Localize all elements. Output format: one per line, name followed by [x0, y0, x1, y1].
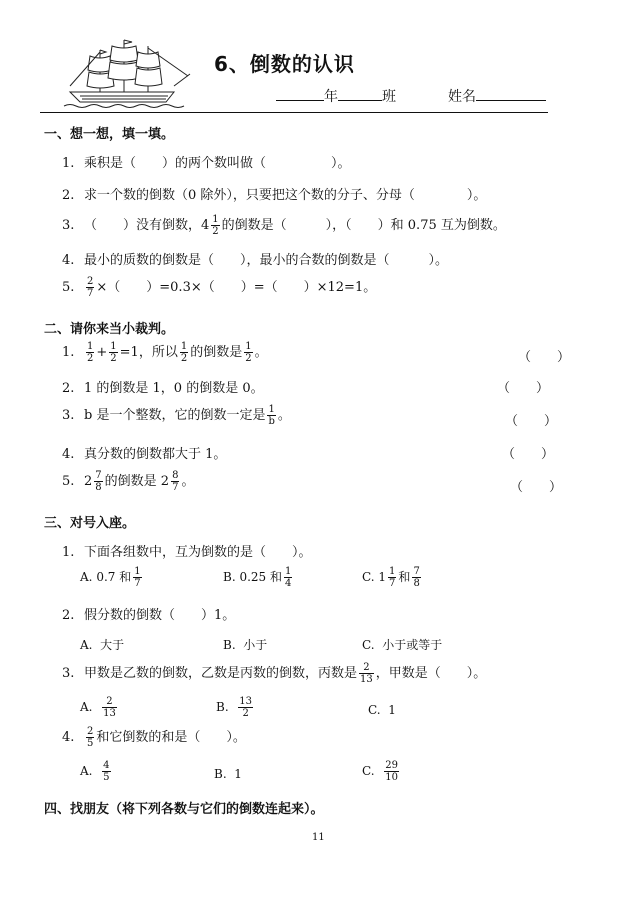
s2-question-4 — [62, 443, 226, 462]
judge-answer-3[interactable]: （ ） — [505, 414, 558, 429]
question-number: 5. — [62, 474, 75, 489]
name-blank[interactable] — [476, 86, 546, 101]
fraction — [359, 662, 374, 685]
class-label: 班 — [382, 89, 396, 105]
option-text: 1 — [388, 703, 396, 717]
class-info-line — [276, 86, 546, 106]
fraction — [244, 341, 252, 364]
question-text: b 是一个整数，它的倒数一定是 — [84, 408, 266, 423]
option-label: B. — [216, 700, 229, 714]
s3-question-1 — [62, 541, 312, 560]
numerator: 1 — [110, 341, 117, 352]
option-c[interactable] — [362, 566, 423, 589]
denominator: 13 — [360, 674, 373, 685]
s1-question-4 — [62, 249, 448, 268]
fraction — [94, 470, 102, 493]
fraction — [102, 760, 110, 783]
s2-question-1 — [62, 341, 268, 364]
option-label: C. — [362, 570, 375, 584]
judge-answer-4[interactable]: （ ） — [502, 447, 555, 462]
numerator: 7 — [95, 470, 102, 481]
question-number: 1. — [62, 545, 75, 560]
whole-number: 1 — [378, 570, 387, 584]
denominator: 7 — [87, 288, 94, 299]
section-1-heading: 一、想一想，填一填。 — [44, 127, 175, 142]
denominator: 4 — [285, 578, 292, 589]
fraction — [86, 726, 94, 749]
numerator: 1 — [134, 566, 141, 577]
fraction — [284, 566, 292, 589]
fraction — [211, 214, 219, 237]
s2-question-3 — [62, 404, 291, 427]
question-text: 假分数的倒数（ ）1。 — [84, 608, 236, 623]
header-divider — [40, 112, 548, 113]
name-label: 姓名 — [448, 89, 476, 105]
denominator: b — [268, 416, 275, 427]
denominator: 7 — [172, 482, 179, 493]
question-text: ×（ ）=0.3×（ ）=（ ）×12=1。 — [96, 280, 377, 295]
question-end: ，甲数是（ ）。 — [375, 666, 487, 681]
numerator: 2 — [359, 662, 374, 674]
question-text: =1，所以 — [119, 345, 178, 360]
numerator: 7 — [413, 566, 420, 577]
fraction — [412, 566, 420, 589]
question-end: 。 — [277, 408, 291, 423]
option-label: B. — [223, 638, 236, 652]
denominator: 2 — [245, 353, 252, 364]
fraction — [267, 404, 275, 427]
option-text: 大于 — [100, 638, 125, 652]
option-text: 小于 — [243, 638, 268, 652]
question-number: 3. — [62, 408, 75, 423]
denominator: 10 — [385, 772, 398, 783]
sailing-ship-illustration — [62, 36, 192, 110]
option-b[interactable] — [216, 696, 255, 719]
fraction — [180, 341, 188, 364]
option-label: A. — [80, 700, 93, 714]
numerator: 1 — [87, 341, 94, 352]
question-text: 1 的倒数是 1，0 的倒数是 0。 — [84, 381, 264, 396]
numerator: 1 — [285, 566, 292, 577]
option-label: C. — [362, 764, 375, 778]
numerator: 1 — [180, 341, 188, 352]
question-number: 4. — [62, 447, 75, 462]
question-number: 1. — [62, 345, 75, 360]
s1-question-2 — [62, 184, 486, 203]
judge-answer-1[interactable]: （ ） — [518, 350, 571, 365]
s1-question-3 — [62, 214, 506, 237]
option-b[interactable] — [223, 566, 294, 589]
page-title: 6、倒数的认识 — [214, 52, 355, 76]
s1-question-1 — [62, 152, 351, 171]
question-number: 3. — [62, 666, 75, 681]
fraction — [384, 760, 399, 783]
whole-number: 2 — [84, 474, 93, 489]
numerator: 2 — [87, 726, 94, 737]
denominator: 8 — [95, 482, 102, 493]
option-label: A. — [80, 570, 93, 584]
page-number: 11 — [312, 832, 325, 843]
option-b[interactable] — [214, 767, 242, 781]
s3-question-3 — [62, 662, 486, 685]
denominator: 7 — [134, 578, 141, 589]
question-end: 。 — [181, 474, 195, 489]
option-label: B. — [214, 767, 227, 781]
question-text-b: 的倒数是（ ），（ ）和 0.75 互为倒数。 — [221, 218, 506, 233]
option-text: 0.25 和 — [239, 570, 283, 584]
denominator: 2 — [242, 708, 249, 719]
option-c[interactable] — [368, 703, 396, 717]
question-text: 最小的质数的倒数是（ ），最小的合数的倒数是（ ）。 — [84, 253, 449, 268]
fraction — [86, 341, 94, 364]
fraction — [109, 341, 117, 364]
numerator: 29 — [385, 760, 398, 771]
section-2-heading: 二、请你来当小裁判。 — [44, 322, 175, 337]
question-text: 和它倒数的和是（ ）。 — [96, 730, 246, 745]
s3-question-4 — [62, 726, 246, 749]
denominator: 2 — [110, 353, 117, 364]
option-label: B. — [223, 570, 236, 584]
section-3-heading: 三、对号入座。 — [44, 516, 136, 531]
denominator: 13 — [103, 708, 116, 719]
question-number: 4. — [62, 253, 75, 268]
denominator: 5 — [87, 738, 94, 749]
option-label: A. — [80, 638, 93, 652]
numerator: 2 — [102, 696, 117, 708]
question-text: 的倒数是 — [190, 345, 243, 360]
question-text: 求一个数的倒数（0 除外），只要把这个数的分子、分母（ ）。 — [84, 188, 487, 203]
option-label: C. — [368, 703, 381, 717]
option-text: 小于或等于 — [382, 638, 443, 652]
section-4-heading: 四、找朋友（将下列各数与它们的倒数连起来）。 — [44, 802, 324, 817]
numerator: 13 — [239, 696, 253, 707]
class-blank[interactable] — [338, 86, 382, 101]
question-text: 乘积是（ ）的两个数叫做（ ）。 — [84, 156, 351, 171]
question-text: 下面各组数中，互为倒数的是（ ）。 — [84, 545, 312, 560]
question-number: 2. — [62, 381, 75, 396]
fraction — [133, 566, 141, 589]
question-text-a: （ ）没有倒数，4 — [84, 218, 210, 233]
fraction — [388, 566, 396, 589]
numerator: 8 — [172, 470, 179, 481]
question-number: 4. — [62, 730, 75, 745]
question-end: 。 — [254, 345, 268, 360]
question-number: 3. — [62, 218, 75, 233]
option-b[interactable] — [223, 636, 267, 653]
s2-question-2 — [62, 377, 264, 396]
denominator: 2 — [180, 353, 188, 364]
denominator: 8 — [413, 578, 420, 589]
judge-answer-2[interactable]: （ ） — [497, 381, 550, 396]
s2-question-5 — [62, 470, 194, 493]
question-text: 甲数是乙数的倒数，乙数是丙数的倒数，丙数是 — [84, 666, 358, 681]
option-a[interactable] — [80, 636, 124, 653]
option-c[interactable] — [362, 636, 442, 653]
question-number: 1. — [62, 156, 75, 171]
question-text: 真分数的倒数都大于 1。 — [84, 447, 227, 462]
option-c[interactable] — [362, 760, 401, 783]
question-text: 的倒数是 2 — [104, 474, 170, 489]
option-label: C. — [362, 638, 375, 652]
option-text: 和 — [398, 570, 411, 584]
numerator: 1 — [212, 214, 219, 225]
fraction — [102, 696, 117, 719]
question-number: 2. — [62, 188, 75, 203]
option-a[interactable] — [80, 760, 113, 783]
option-label: A. — [80, 764, 93, 778]
fraction — [86, 276, 94, 299]
judge-answer-5[interactable]: （ ） — [510, 480, 563, 495]
year-blank[interactable] — [276, 86, 324, 101]
numerator: 1 — [245, 341, 252, 352]
numerator: 4 — [103, 760, 110, 771]
option-text: 1 — [234, 767, 242, 781]
s3-question-2 — [62, 604, 235, 623]
option-a[interactable] — [80, 696, 119, 719]
question-number: 2. — [62, 608, 75, 623]
option-a[interactable] — [80, 566, 144, 589]
denominator: 2 — [212, 226, 219, 237]
question-number: 5. — [62, 280, 75, 295]
denominator: 5 — [103, 772, 110, 783]
fraction — [171, 470, 179, 493]
s1-question-5 — [62, 276, 376, 299]
numerator: 1 — [268, 404, 275, 415]
denominator: 7 — [389, 578, 396, 589]
year-label: 年 — [324, 89, 338, 105]
fraction — [238, 696, 253, 719]
denominator: 2 — [87, 353, 94, 364]
numerator: 2 — [87, 276, 94, 287]
plus-sign: + — [96, 345, 108, 360]
numerator: 1 — [389, 566, 396, 577]
option-text: 0.7 和 — [96, 570, 132, 584]
